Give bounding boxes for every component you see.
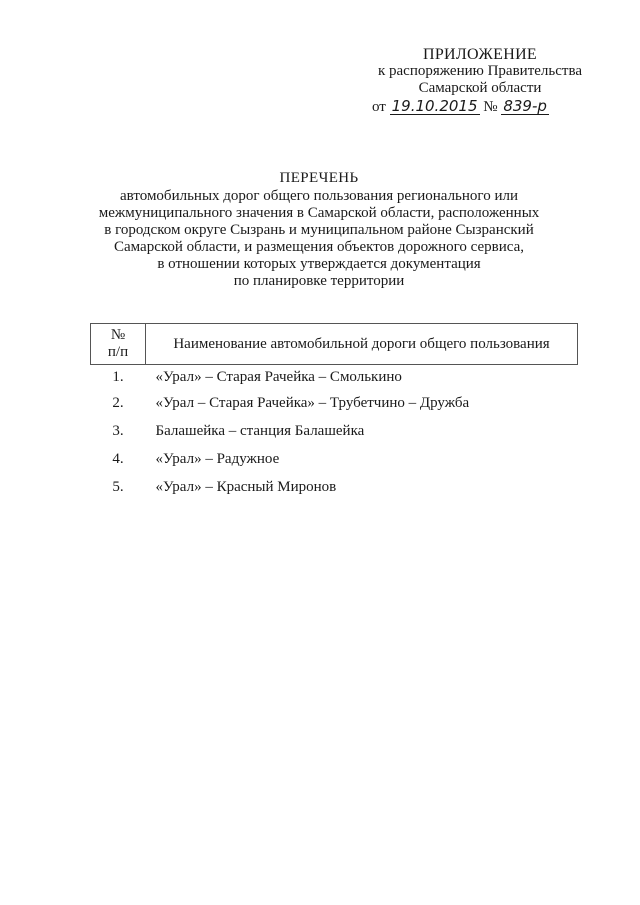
- appendix-line-1: к распоряжению Правительства: [377, 63, 582, 79]
- heading-line: Самарской области, и размещения объектов дорожного сервиса,: [113, 239, 524, 255]
- heading-line: по планировке территории: [233, 273, 405, 289]
- row-number: 1.: [112, 368, 124, 385]
- table-row: [91, 365, 578, 390]
- order-date-number: [372, 98, 612, 116]
- handwritten-number: 839-р: [503, 97, 547, 115]
- header-number-cell: [91, 324, 146, 365]
- roads-table: [90, 323, 578, 501]
- header-number-abbr: п/п: [107, 344, 129, 360]
- heading-title: ПЕРЕЧЕНЬ: [279, 170, 359, 186]
- road-name: «Урал – Старая Рачейка» – Трубетчино – Дружба: [155, 394, 470, 411]
- date-prefix: от: [372, 99, 386, 115]
- row-number: 3.: [112, 422, 124, 439]
- table-header-row: [91, 324, 578, 365]
- road-name: Балашейка – станция Балашейка: [155, 422, 365, 439]
- header-name-cell: Наименование автомобильной дороги общего пользования: [146, 324, 578, 365]
- heading-line: в отношении которых утверждается документация: [157, 256, 481, 272]
- row-number: 2.: [112, 394, 124, 411]
- table-row: [91, 445, 578, 473]
- document-heading: [80, 170, 558, 290]
- appendix-title: ПРИЛОЖЕНИЕ: [422, 46, 537, 63]
- row-number: 5.: [112, 478, 124, 495]
- table-row: [91, 389, 578, 417]
- heading-line: автомобильных дорог общего пользования регионального или: [120, 188, 518, 204]
- heading-line: межмуниципального значения в Самарской области, расположенных: [98, 205, 540, 221]
- appendix-block: [360, 46, 600, 97]
- table-row: [91, 473, 578, 501]
- road-name: «Урал» – Старая Рачейка – Смолькино: [155, 368, 402, 385]
- table-row: [91, 417, 578, 445]
- row-number: 4.: [112, 450, 124, 467]
- road-name: «Урал» – Красный Миронов: [155, 478, 337, 495]
- road-name: «Урал» – Радужное: [155, 450, 280, 467]
- heading-line: в городском округе Сызрань и муниципальном районе Сызранский: [104, 222, 534, 238]
- appendix-line-2: Самарской области: [418, 80, 542, 96]
- number-prefix: №: [483, 99, 498, 115]
- handwritten-date: 19.10.2015: [391, 97, 478, 115]
- header-number-symbol: №: [110, 327, 126, 343]
